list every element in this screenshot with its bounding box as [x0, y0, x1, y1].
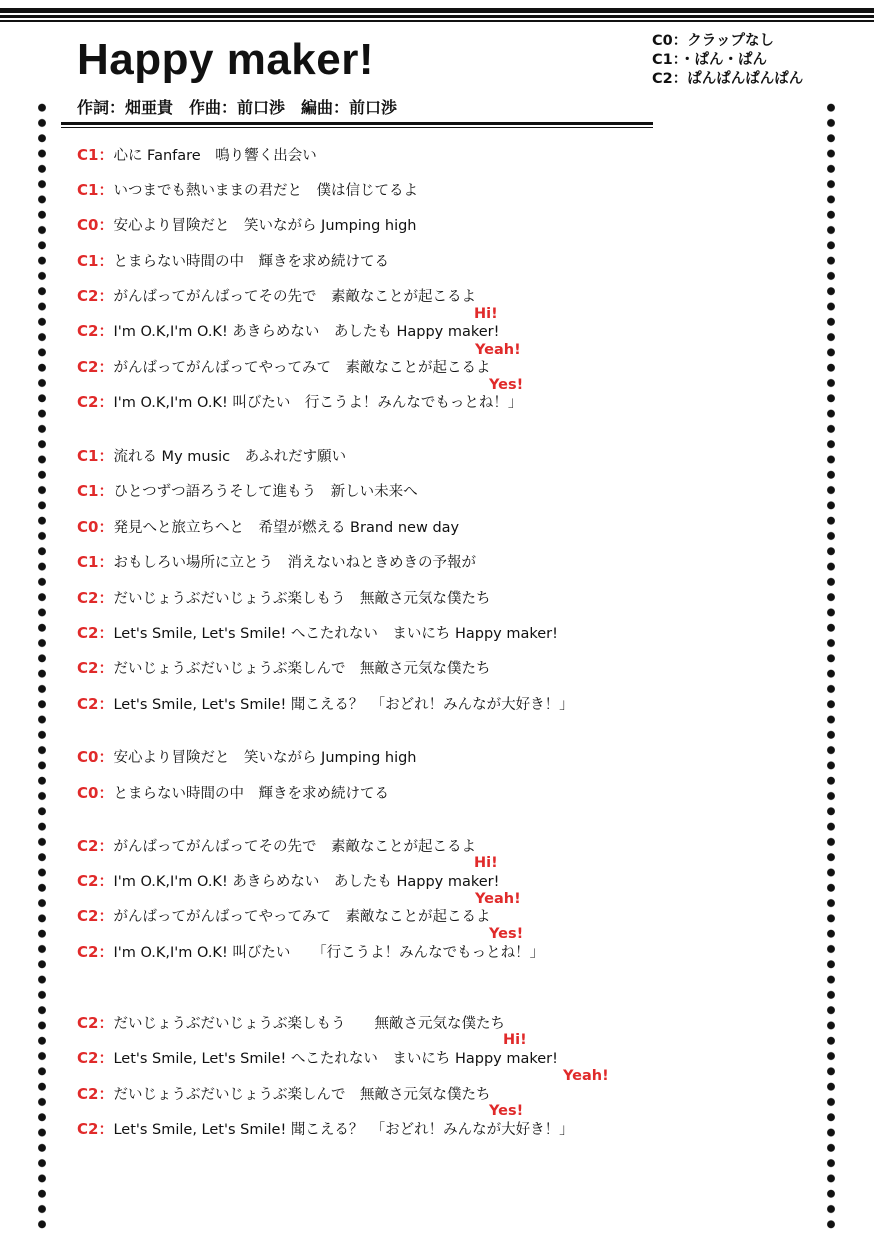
clap-code: C2：	[77, 1014, 114, 1032]
lyric-text: がんばってがんばってやってみて 素敵なことが起こるよ	[113, 360, 491, 376]
lyric-line	[77, 693, 574, 715]
lyric-text: 心に Fanfare 鳴り響く出会い	[113, 148, 317, 164]
lyric-text: Let's Smile, Let's Smile! 聞こえる？ 「おどれ！みんなが大好き！」	[113, 1122, 574, 1138]
clap-code: C1：	[77, 146, 114, 164]
lyric-text: 流れる My music あふれだす願い	[113, 449, 347, 465]
lyric-text: だいじょうぶだいじょうぶ楽しんで 無敵さ元気な僕たち	[113, 1087, 491, 1103]
lyric-text: Let's Smile, Let's Smile! へこたれない まいにち Happy maker!	[113, 1051, 558, 1067]
top-rule-thick	[0, 8, 874, 13]
legend-c0: C0：クラップなし	[652, 33, 774, 49]
clap-code: C2：	[77, 837, 114, 855]
title-underline-thick	[61, 122, 653, 125]
call-shout: Hi!	[503, 1032, 527, 1048]
lyric-text: I'm O.K,I'm O.K! 叫びたい 「行こうよ！みんなでもっとね！」	[113, 945, 545, 961]
lyric-text: がんばってがんばってその先で 素敵なことが起こるよ	[113, 839, 476, 855]
lyric-text: だいじょうぶだいじょうぶ楽しんで 無敵さ元気な僕たち	[113, 661, 491, 677]
lyric-line	[77, 622, 558, 644]
lyric-text: とまらない時間の中 輝きを求め続けてる	[113, 786, 389, 802]
lyric-line	[77, 1047, 558, 1069]
legend-c2: C2：ぱんぱんぱんぱん	[652, 71, 804, 87]
lyric-text: 安心より冒険だと 笑いながら Jumping high	[113, 218, 417, 234]
clap-code: C2：	[77, 1120, 114, 1138]
clap-code: C1：	[77, 553, 114, 571]
clap-code: C2：	[77, 695, 114, 713]
clap-code: C2：	[77, 907, 114, 925]
lyric-text: 発見へと旅立ちへと 希望が燃える Brand new day	[113, 520, 460, 536]
lyric-text: I'm O.K,I'm O.K! あきらめない あしたも Happy maker!	[113, 874, 500, 890]
lyric-text: がんばってがんばってやってみて 素敵なことが起こるよ	[113, 909, 491, 925]
lyric-line	[77, 214, 417, 236]
lyric-line	[77, 941, 544, 963]
clap-code: C2：	[77, 322, 114, 340]
lyric-text: 安心より冒険だと 笑いながら Jumping high	[113, 750, 417, 766]
clap-code: C2：	[77, 624, 114, 642]
clap-code: C2：	[77, 1085, 114, 1103]
top-rule-thin	[0, 20, 874, 22]
lyric-line	[77, 870, 499, 892]
clap-code: C2：	[77, 589, 114, 607]
lyric-line	[77, 516, 459, 538]
lyric-line	[77, 445, 346, 467]
clap-code: C2：	[77, 358, 114, 376]
song-credits: 作詞：畑亜貴 作曲：前口渉 編曲：前口渉	[77, 98, 398, 117]
lyric-text: だいじょうぶだいじょうぶ楽しもう 無敵さ元気な僕たち	[113, 1016, 505, 1032]
song-title: Happy maker!	[77, 35, 375, 84]
lyric-line	[77, 1118, 574, 1140]
lyric-text: Let's Smile, Let's Smile! へこたれない まいにち Happy maker!	[113, 626, 558, 642]
clap-code: C2：	[77, 287, 114, 305]
lyric-line	[77, 587, 490, 609]
lyric-line	[77, 551, 476, 573]
lyric-text: がんばってがんばってその先で 素敵なことが起こるよ	[113, 289, 476, 305]
call-shout: Yeah!	[475, 891, 521, 907]
lyric-text: いつまでも熱いままの君だと 僕は信じてるよ	[113, 183, 418, 199]
clap-code: C2：	[77, 872, 114, 890]
clap-code: C2：	[77, 393, 114, 411]
lyric-text: おもしろい場所に立とう 消えないねときめきの予報が	[113, 555, 476, 571]
call-shout: Yes!	[489, 926, 524, 942]
lyric-text: ひとつずつ語ろうそして進もう 新しい未来へ	[113, 484, 418, 500]
legend-c1: C1：・ぱん・ぱん	[652, 52, 767, 68]
clap-code: C2：	[77, 943, 114, 961]
clap-code: C2：	[77, 1049, 114, 1067]
lyric-line	[77, 356, 490, 378]
lyric-line	[77, 746, 417, 768]
clap-code: C0：	[77, 784, 114, 802]
call-shout: Yeah!	[475, 342, 521, 358]
title-underline-thin	[61, 127, 653, 128]
call-shout: Yes!	[489, 377, 524, 393]
left-dotted-border	[37, 100, 47, 1235]
clap-code: C0：	[77, 748, 114, 766]
call-shout: Yeah!	[563, 1068, 609, 1084]
clap-code: C1：	[77, 252, 114, 270]
call-shout: Hi!	[474, 855, 498, 871]
clap-code: C0：	[77, 518, 114, 536]
lyric-line	[77, 179, 418, 201]
top-rule-medium	[0, 15, 874, 18]
lyric-line	[77, 285, 476, 307]
lyric-text: Let's Smile, Let's Smile! 聞こえる？ 「おどれ！みんなが大好き！」	[113, 697, 574, 713]
lyric-text: I'm O.K,I'm O.K! あきらめない あしたも Happy maker!	[113, 324, 500, 340]
lyric-text: I'm O.K,I'm O.K! 叫びたい 行こうよ！みんなでもっとね！」	[113, 395, 523, 411]
lyric-line	[77, 1012, 505, 1034]
clap-code: C2：	[77, 659, 114, 677]
lyric-line	[77, 782, 389, 804]
clap-code: C1：	[77, 181, 114, 199]
call-shout: Yes!	[489, 1103, 524, 1119]
lyric-line	[77, 320, 499, 342]
lyric-text: だいじょうぶだいじょうぶ楽しもう 無敵さ元気な僕たち	[113, 591, 491, 607]
clap-legend	[652, 32, 803, 89]
lyric-line	[77, 250, 389, 272]
clap-code: C1：	[77, 447, 114, 465]
right-dotted-border	[826, 100, 836, 1235]
clap-code: C1：	[77, 482, 114, 500]
lyric-line	[77, 1083, 490, 1105]
lyric-line	[77, 835, 476, 857]
lyric-line	[77, 905, 490, 927]
lyric-text: とまらない時間の中 輝きを求め続けてる	[113, 254, 389, 270]
clap-code: C0：	[77, 216, 114, 234]
lyric-line	[77, 144, 317, 166]
lyric-line	[77, 480, 418, 502]
call-shout: Hi!	[474, 306, 498, 322]
lyric-line	[77, 657, 490, 679]
lyric-line	[77, 391, 522, 413]
